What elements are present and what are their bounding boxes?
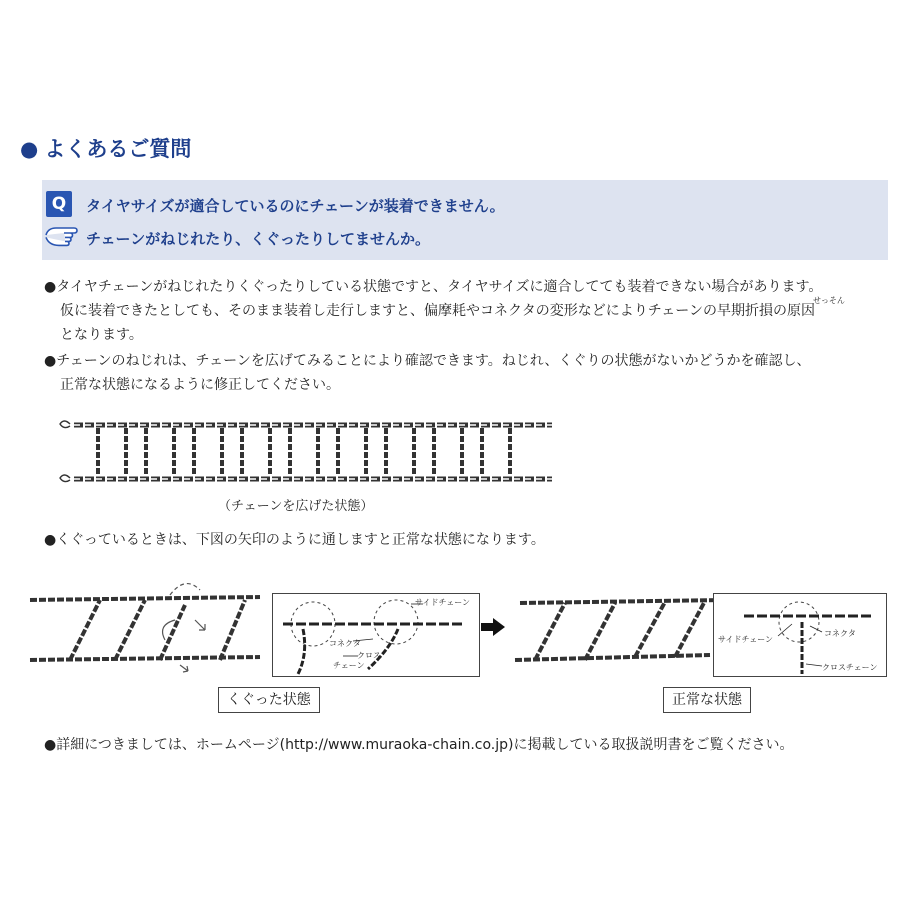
section-title (20, 133, 191, 163)
paragraph-2-line-1: ●チェーンのねじれは、チェーンを広げてみることにより確認できます。ねじれ、くぐりの状態がないかどうかを確認し、 (44, 353, 811, 369)
twisted-detail-box (272, 593, 480, 677)
normal-detail-box (713, 593, 887, 677)
answer-text: チェーンがねじれたり、くぐったりしてませんか。 (86, 230, 430, 248)
left-cross-label-2: チェーン (333, 661, 365, 670)
right-cross-chain-label: クロスチェーン (822, 663, 878, 672)
paragraph-1-line-1: ●タイヤチェーンがねじれたりくぐったりしている状態ですと、タイヤサイズに適合してても装着できない場合があります。 (44, 279, 823, 295)
title-bullet-icon: ● (20, 137, 39, 161)
pointing-hand-icon (44, 223, 78, 247)
ruby-annotation: せっそん (813, 296, 845, 305)
question-text: タイヤサイズが適合しているのにチェーンが装着できません。 (86, 197, 505, 215)
left-cross-label-1: クロス (357, 651, 381, 660)
paragraph-1-line-2: 仮に装着できたとしても、そのまま装着し走行しますと、偏摩耗やコネクタの変形などによりチェーンの早期折損の原因 (60, 303, 816, 319)
paragraph-1-line-3: となります。 (60, 327, 143, 343)
arrow-right-icon (481, 618, 505, 636)
section-title-text: よくあるご質問 (44, 137, 192, 161)
ladder-caption: （チェーンを広げた状態） (218, 499, 374, 514)
paragraph-3: ●くぐっているときは、下図の矢印のように通しますと正常な状態になります。 (44, 532, 545, 548)
question-badge: Q (46, 191, 72, 217)
twisted-chain-illustration (20, 575, 270, 685)
right-side-chain-label: サイドチェーン (718, 635, 774, 644)
spread-chain-illustration (56, 412, 556, 492)
paragraph-2-line-2: 正常な状態になるように修正してください。 (60, 377, 340, 393)
left-side-chain-label: サイドチェーン (415, 598, 471, 607)
normal-state-label: 正常な状態 (663, 687, 751, 713)
paragraph-4: ●詳細につきましては、ホームページ(http://www.muraoka-chain.co.jp)に掲載している取扱説明書をご覧ください。 (44, 737, 794, 753)
right-connector-label: コネクタ (824, 629, 856, 638)
twisted-state-label: くぐった状態 (218, 687, 320, 713)
left-connector-label: コネクタ (329, 639, 361, 648)
normal-chain-illustration (510, 585, 730, 670)
